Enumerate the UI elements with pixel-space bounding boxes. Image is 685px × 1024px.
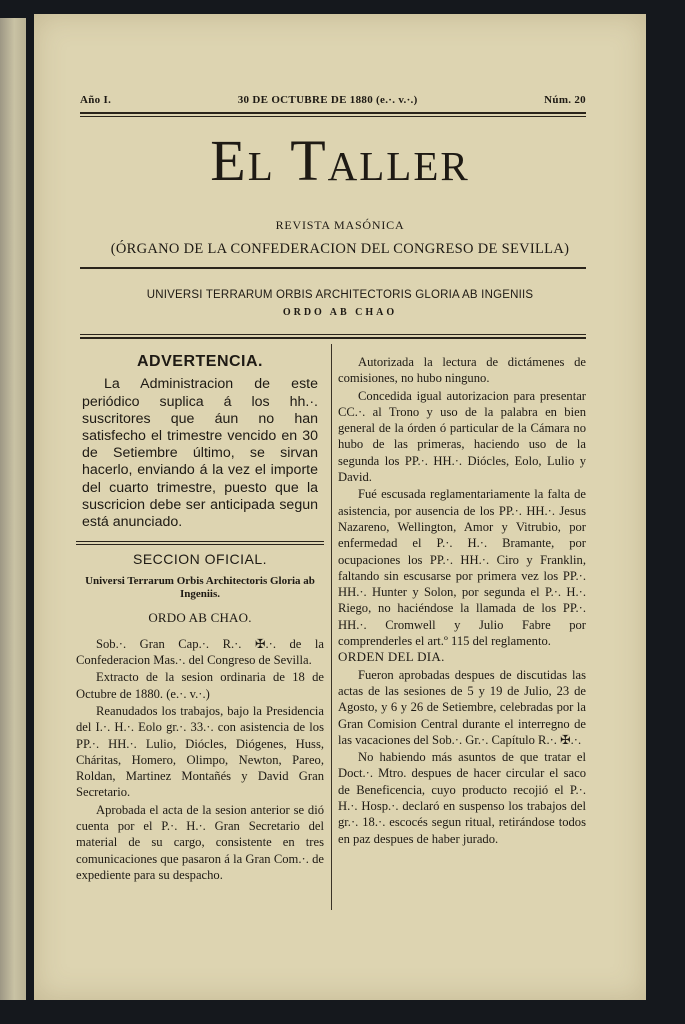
- seccion-latin: Universi Terrarum Orbis Architectoris Gloria ab Ingeniis.: [85, 575, 315, 600]
- left-paragraph: Aprobada el acta de la sesion anterior se dió cuenta por el P.·. H.·. Gran Secretario del material de su cargo, consistente en tres comunicaciones que pasaron á la Gran Com.·. de expediente para su despacho.: [76, 802, 324, 882]
- body-rule-thin: [80, 334, 586, 335]
- masthead-motto: UNIVERSI TERRARUM ORBIS ARCHITECTORIS GLORIA AB INGENIIS: [146, 289, 534, 301]
- adjacent-page-edge: [0, 18, 26, 1000]
- right-column: [338, 354, 586, 847]
- newspaper-page: [34, 14, 646, 1000]
- advertencia-body: La Administracion de este periódico suplica á los hh.·. suscritores que áun no han satisfecho el trimestre vencido en 30 de Setiembre último, se sirvan hacerlo, enviando á la vez el importe del cuarto trimestre, puesto que la suscricion debe ser anticipada segun está anunciado.: [82, 376, 318, 530]
- masthead-organ: (ÓRGANO DE LA CONFEDERACION DEL CONGRESO DE SEVILLA): [110, 241, 570, 257]
- left-paragraph: Sob.·. Gran Cap.·. R.·. ✠.·. de la Confederacion Mas.·. del Congreso de Sevilla.: [76, 636, 324, 668]
- orden-paragraph: No habiendo más asuntos de que tratar el Doct.·. Mtro. despues de hacer circular el saco de Beneficencia, cuyo producto recojió el P.·. H.·. Hosp.·. declaró en suspenso los trabajos del gr.·. 18.·. escocés segun ritual, retirándose todos en paz despues de haber jurado.: [338, 750, 586, 846]
- right-paragraph: Fué escusada reglamentariamente la falta de asistencia, por ausencia de los PP.·. HH.·. Jesus Nazareno, Wellington, Amor y Vitrubio, por enfermedad el P.·. H.·. Bramante, por ocupaciones los PP.·. HH.·. Ciro y Franklin, faltando sin escusarse por primera vez los PP.·. HH.·. Hunter y Solon, por segunda el P.·. H.·. Riego, no haciéndose la llamada de los PP.·. HH.·. Cromwell y Julio Fabre por comprenderles el art.º 115 del reglamento.: [338, 487, 586, 649]
- masthead-subtitle: REVISTA MASÓNICA: [275, 218, 405, 232]
- right-paragraph: Concedida igual autorizacion para presentar CC.·. al Trono y uso de la palabra en bien general de la órden ó particular de la Cámara no hubo de las primeras, haciendo uso de la segunda los PP.·. HH.·. Diócles, Eolo, Lulio y David.: [338, 388, 586, 485]
- right-paragraph: Autorizada la lectura de dictámenes de comisiones, no hubo ninguno.: [338, 355, 586, 386]
- left-paragraph: Reanudados los trabajos, bajo la Presidencia del I.·. H.·. Eolo gr.·. 33.·. con asistencia de los PP.·. HH.·. Lulio, Diócles, Diógenes, Huss, Cháritas, Homero, Olimpo, Newton, Pareo, Roldan, Martinez Montañés y David Gran Secretario.: [76, 703, 324, 800]
- issue-header: [80, 94, 586, 106]
- masthead-rule: [80, 267, 586, 269]
- left-paragraph: Extracto de la sesion ordinaria de 18 de Octubre de 1880. (e.·. v.·.): [76, 670, 324, 701]
- advertencia-title: ADVERTENCIA.: [136, 353, 263, 370]
- seccion-title: SECCION OFICIAL.: [132, 551, 268, 568]
- issue-date: 30 DE OCTUBRE DE 1880 (e.·. v.·.): [237, 94, 418, 106]
- masthead-motto-ordo: ORDO AB CHAO: [282, 307, 398, 318]
- issue-number: Núm. 20: [544, 94, 586, 106]
- column-divider: [331, 344, 332, 910]
- orden-del-dia-title: ORDEN DEL DIA.: [338, 649, 445, 665]
- section-rule: [76, 541, 324, 542]
- issue-year: Año I.: [80, 94, 112, 106]
- seccion-ordo: ORDO AB CHAO.: [148, 610, 252, 626]
- masthead-title: El Taller: [210, 128, 470, 193]
- header-rule-thin: [80, 116, 586, 117]
- section-rule-2: [76, 544, 324, 545]
- page-bottom-shadow: [34, 1000, 646, 1024]
- body-rule-thick: [80, 337, 586, 339]
- left-column: [76, 354, 324, 883]
- orden-paragraph: Fueron aprobadas despues de discutidas las actas de las sesiones de 5 y 19 de Julio, 23 de Agosto, y 6 y 26 de Setiembre, celebradas por la Gran Comision Central durante el interregno de las vacaciones del Sob.·. Gr.·. Capítulo R.·. ✠.·.: [338, 667, 586, 747]
- header-rule-thick: [80, 112, 586, 114]
